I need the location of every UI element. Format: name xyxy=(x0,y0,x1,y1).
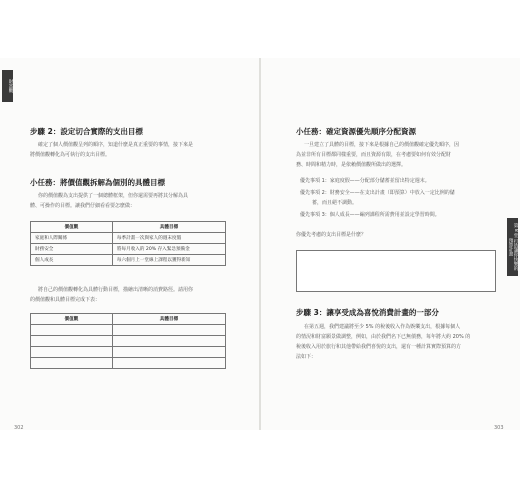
priority-bullet-1: 優先事項 1：家庭度假——分配部分儲蓄並留出特定週末。 xyxy=(300,178,430,184)
right-page-number: 303 xyxy=(494,425,504,431)
left-para2-line1: 你的價值觀為支出提供了一個總體框架，但你還需要再將其分解為具 xyxy=(38,193,189,199)
right-para2-line2: 的情況和財富願景做調整，例如，由於我們名下已無債務，每年將大約 20% 的 xyxy=(296,334,471,340)
table-cell: 將每月收入的 20% 存入緊急預備金 xyxy=(112,244,225,255)
table-header-row xyxy=(31,314,226,325)
left-para1-line1: 確定了個人價值觀呈列的順序，知道什麼是真正重要的事情，接下來是 xyxy=(38,142,194,148)
table-header-goals: 具體目標 xyxy=(112,314,225,325)
table-cell: 財務安全 xyxy=(31,244,113,255)
table-row xyxy=(31,233,226,244)
table-cell: 個人成長 xyxy=(31,255,113,266)
example-values-table xyxy=(30,221,226,266)
table-header-row xyxy=(31,222,226,233)
priority-bullet-3: 優先事項 3：個人成長——編列課程所需費用並設定學習時間。 xyxy=(300,212,440,218)
left-heading-task: 小任務：將價值觀拆解為個別的具體目標 xyxy=(30,178,165,187)
answer-box[interactable] xyxy=(296,250,496,292)
blank-table-row[interactable] xyxy=(31,347,226,358)
right-para2-line3: 稅後收入用於旅行和其他帶給我們喜悅的支出，還有一種計算實際預算的方 xyxy=(296,344,462,350)
left-para3-line2: 的價值觀和具體目標完成下表： xyxy=(30,297,101,303)
table-header-goals: 具體目標 xyxy=(112,222,225,233)
right-heading-task: 小任務：確定資源優先順序分配資源 xyxy=(296,127,416,136)
right-page xyxy=(260,58,520,430)
table-cell: 家庭和人際關係 xyxy=(31,233,113,244)
table-row xyxy=(31,244,226,255)
blank-table-row[interactable] xyxy=(31,358,226,369)
left-para2-line2: 體、可操作的目標。讓我們仔細看看要怎麼做： xyxy=(30,203,136,209)
right-para1-line3: 務、時間和精力時，是依賴價值觀所做出的選擇。 xyxy=(296,162,407,168)
blank-values-table xyxy=(30,313,226,369)
blank-table-row[interactable] xyxy=(31,325,226,336)
left-para1-line2: 將價值觀轉化為可執行的支出目標。 xyxy=(30,152,111,158)
right-para1-line1: 一旦建立了具體的目標，接下來是根據自己的價值觀確定優先順序，因 xyxy=(304,142,460,148)
right-para2-line1: 在第五週，我們建議將至少 5% 的稅後收入作為娛樂支出，根據每個人 xyxy=(304,324,461,330)
table-row xyxy=(31,255,226,266)
table-header-values: 價值觀 xyxy=(31,222,113,233)
priority-bullet-2-cont: 蓄，而且絕不調動。 xyxy=(312,200,358,206)
blank-table-row[interactable] xyxy=(31,336,226,347)
table-cell: 每六個月上一堂線上課程以獲得新知 xyxy=(112,255,225,266)
right-heading-step3: 步驟 3：讓享受成為喜悅消費計畫的一部分 xyxy=(296,308,439,317)
right-para2-line4: 法如下： xyxy=(296,354,317,360)
left-para3-line1: 將自己的價值觀轉化為具體行動目標，描繪出清晰的消費路徑。請用你 xyxy=(38,287,194,293)
table-header-values: 價值觀 xyxy=(31,314,113,325)
right-para1-line2: 為並非所有目標都同樣重要，而且資源有限，在考慮要如何有效分配財 xyxy=(296,152,452,158)
priority-question: 你優先考慮的支出目標是什麼？ xyxy=(296,232,367,238)
left-heading-step2: 步驟 2：設定切合實際的支出目標 xyxy=(30,127,143,136)
priority-bullet-2: 優先事項 2：財務安全——在支出計畫（即預算）中放入一定比例的儲 xyxy=(300,190,455,196)
left-page-number: 302 xyxy=(14,425,24,431)
table-cell: 每季計畫一次與家人的週末度假 xyxy=(112,233,225,244)
right-side-tab: 第 8 堂 打造讓你快樂的預算計畫 xyxy=(507,218,518,276)
book-gutter xyxy=(259,58,261,430)
left-side-tab: 財富觀 xyxy=(2,70,13,102)
